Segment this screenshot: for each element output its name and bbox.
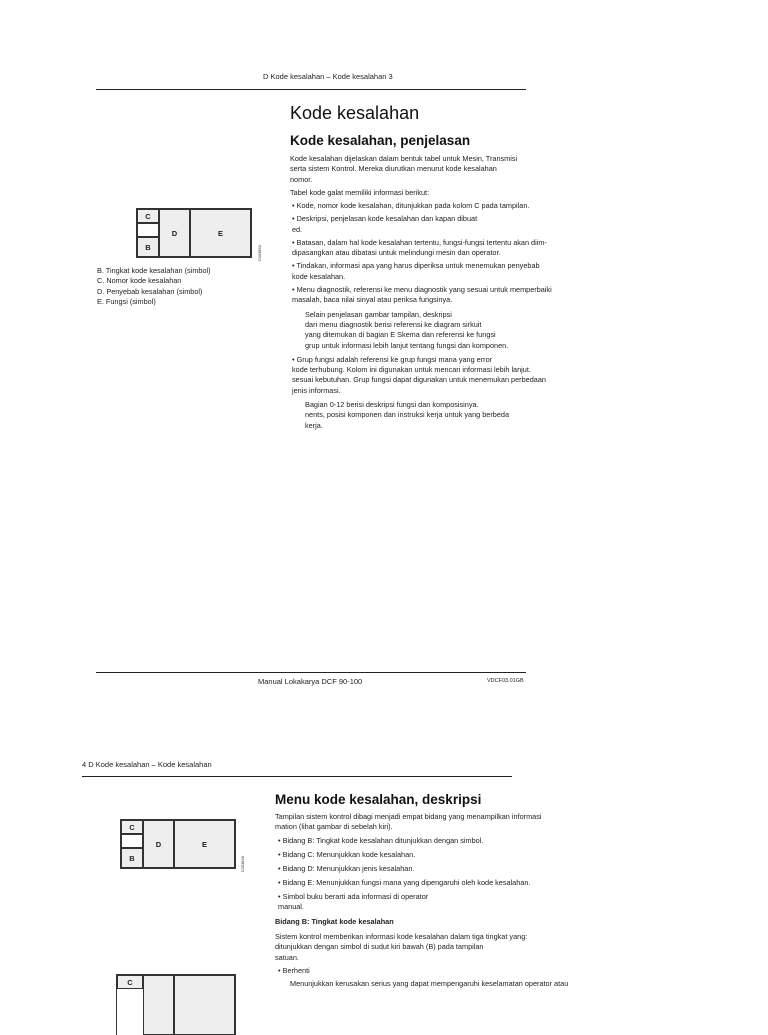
page1-paragraph-diagram-refs: Selain penjelasan gambar tampilan, deskripsi dari menu diagnostik berisi referensi ke diagram sirkuit yang ditemukan di bagian E Skema dan referensi ke fungsi grup untuk informasi lebih lanjut tentang fungsi dan komponen. — [305, 309, 509, 350]
page1-intro: Kode kesalahan dijelaskan dalam bentuk tabel untuk Mesin, Transmisi serta sistem Kontrol. Mereka diurutkan menurut kode kesalahan nomor. — [290, 154, 518, 184]
page1-bullet-list — [292, 201, 592, 431]
diagram-field-e: E — [190, 209, 251, 257]
display-diagram-3 — [116, 974, 236, 1035]
diagram-field-e — [174, 975, 235, 1035]
page1-header: D Kode kesalahan – Kode kesalahan 3 — [263, 72, 393, 81]
page1-paragraph-sections: Bagian 0-12 berisi deskripsi fungsi dan komposisinya. nents, posisi komponen dan instruksi kerja untuk yang berbeda kerja. — [305, 400, 510, 430]
page2-section-text: Sistem kontrol memberikan informasi kode kesalahan dalam tiga tingkat yang: ditunjukkan dengan simbol di sudut kiri bawah (B) pada tampilan satuan. — [275, 932, 528, 962]
diagram-code-2: C003849 — [240, 856, 245, 873]
page1-footer-rule — [96, 672, 526, 673]
page2-bullet-list — [278, 836, 598, 912]
page1-bullet-diagnostic-menu: • Menu diagnostik, referensi ke menu diagnostik yang sesuai untuk memperbaiki masalah, baca nilai sinyal atau periksa fungsinya. — [292, 285, 552, 305]
diagram-field-empty — [121, 834, 143, 848]
page1-title: Kode kesalahan — [290, 103, 420, 123]
page2-stop-text: Menunjukkan kerusakan serius yang dapat mempengaruhi keselamatan operator atau — [290, 979, 569, 988]
caption-b: B. Tingkat kode kesalahan (simbol) — [97, 266, 211, 275]
diagram-field-d — [143, 975, 174, 1035]
display-diagram-1 — [136, 208, 252, 258]
page1-bullet-limits: • Batasan, dalam hal kode kesalahan tertentu, fungsi-fungsi tertentu akan diim- dipasangkan atau dibatasi untuk melindungi mesin dan operator. — [292, 237, 547, 258]
diagram-field-empty — [137, 223, 159, 237]
page1-subtitle: Kode kesalahan, penjelasan — [290, 133, 471, 148]
caption-d: D. Penyebab kesalahan (simbol) — [97, 286, 203, 296]
diagram-field-c: C — [117, 975, 143, 989]
diagram-field-d: D — [159, 209, 190, 257]
page2-bullet-field-e: • Bidang E: Menunjukkan fungsi mana yang dipengaruhi oleh kode kesalahan. — [278, 877, 531, 887]
diagram-field-b: B — [121, 848, 143, 868]
page1-bullet-description: • Deskripsi, penjelasan kode kesalahan dan kapan dibuat ed. — [292, 214, 478, 234]
diagram-field-e: E — [174, 820, 235, 868]
caption-e: E. Fungsi (simbol) — [97, 296, 156, 306]
diagram-field-b: B — [137, 237, 159, 257]
caption-c: C. Nomor kode kesalahan — [97, 276, 182, 286]
page1-table-intro: Tabel kode galat memiliki informasi berikut: — [290, 188, 430, 197]
page1-bullet-code: • Kode, nomor kode kesalahan, ditunjukkan pada kolom C pada tampilan. — [292, 201, 530, 210]
diagram-field-c: C — [137, 209, 159, 223]
page2-bullet-stop: • Berhenti — [278, 966, 310, 975]
page2-subtitle: Menu kode kesalahan, deskripsi — [275, 792, 482, 807]
page2-header: 4 D Kode kesalahan – Kode kesalahan — [82, 760, 212, 769]
diagram-captions — [97, 266, 267, 307]
page2-bullet-field-b: • Bidang B: Tingkat kode kesalahan ditunjukkan dengan simbol. — [278, 836, 484, 845]
page2-intro: Tampilan sistem kontrol dibagi menjadi empat bidang yang menampilkan informasi mation (lihat gambar di sebelah kiri). — [275, 812, 542, 832]
diagram-field-c: C — [121, 820, 143, 834]
page1-header-rule — [96, 89, 526, 90]
display-diagram-2 — [120, 819, 236, 869]
page1-footer-title: Manual Lokakarya DCF 90-100 — [258, 677, 363, 686]
page2-section-heading: Bidang B: Tingkat kode kesalahan — [275, 917, 394, 926]
page2-bullet-field-d: • Bidang D: Menunjukkan jenis kesalahan. — [278, 863, 415, 873]
page2-bullet-book-symbol: • Simbol buku berarti ada informasi di operator manual. — [278, 891, 429, 911]
page2-header-rule — [82, 776, 512, 777]
page1-bullet-actions: • Tindakan, informasi apa yang harus diperiksa untuk menemukan penyebab kode kesalahan. — [292, 261, 540, 281]
diagram-code-1: C003850 — [257, 245, 262, 262]
diagram-field-d: D — [143, 820, 174, 868]
page2-bullet-field-c: • Bidang C: Menunjukkan kode kesalahan. — [278, 849, 416, 859]
page1-footer-code: VDCF03.01GB — [487, 678, 524, 684]
page1-bullet-function-group: • Grup fungsi adalah referensi ke grup fungsi mana yang error kode terhubung. Kolom ini digunakan untuk mencari informasi lebih lanjut. sesuai kebutuhan. Grup fungsi dapat digunakan untuk menemukan perbedaan jenis informasi. — [292, 354, 546, 395]
